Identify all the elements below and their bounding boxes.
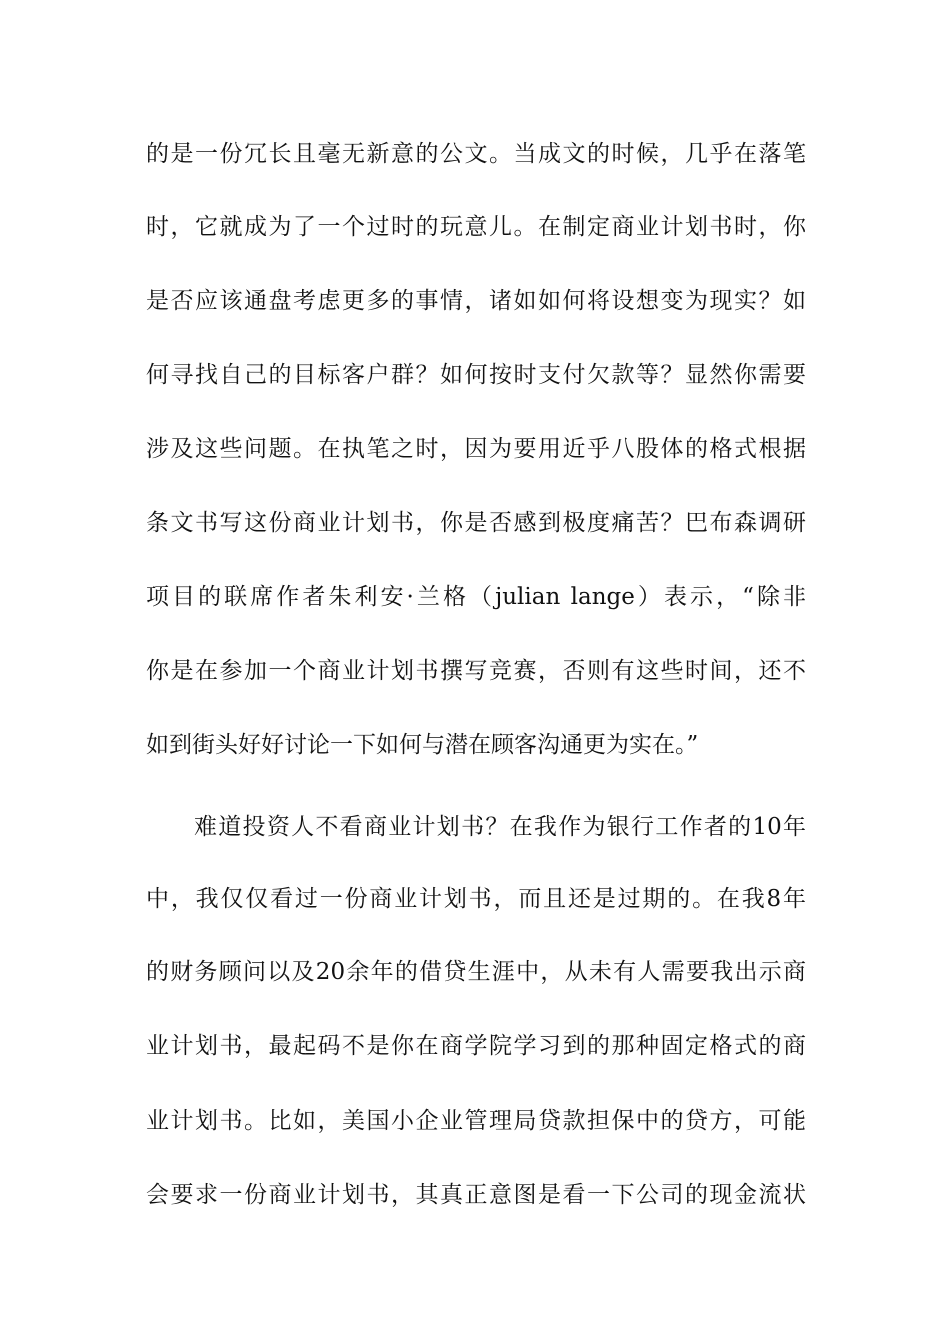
paragraph-2-line-1: 难道投资人不看商业计划书？在我作为银行工作者的10年 [194, 814, 806, 840]
text-line-12: 的财务顾问以及20余年的借贷生涯中，从未有人需要我出示商 [146, 959, 806, 985]
text-line-9: 如到街头好好讨论一下如何与潜在顾客沟通更为实在。” [146, 732, 699, 758]
text-line-1: 的是一份冗长且毫无新意的公文。当成文的时候，几乎在落笔 [146, 141, 806, 167]
text-line-14: 业计划书。比如，美国小企业管理局贷款担保中的贷方，可能 [146, 1108, 806, 1134]
text-line-11: 中，我仅仅看过一份商业计划书，而且还是过期的。在我8年 [146, 886, 806, 912]
text-line-4: 何寻找自己的目标客户群？如何按时支付欠款等？显然你需要 [146, 362, 806, 388]
text-line-3: 是否应该通盘考虑更多的事情，诸如如何将设想变为现实？如 [146, 288, 806, 314]
text-line-2: 时，它就成为了一个过时的玩意儿。在制定商业计划书时，你 [146, 214, 806, 240]
text-line-6: 条文书写这份商业计划书，你是否感到极度痛苦？巴布森调研 [146, 510, 806, 536]
text-line-8: 你是在参加一个商业计划书撰写竞赛，否则有这些时间，还不 [146, 658, 806, 684]
text-line-15: 会要求一份商业计划书，其真正意图是看一下公司的现金流状 [146, 1182, 806, 1208]
text-line-5: 涉及这些问题。在执笔之时，因为要用近乎八股体的格式根据 [146, 436, 806, 462]
text-line-13: 业计划书，最起码不是你在商学院学习到的那种固定格式的商 [146, 1033, 806, 1059]
text-line-7: 项目的联席作者朱利安·兰格（julian lange）表示，“除非 [146, 584, 806, 610]
